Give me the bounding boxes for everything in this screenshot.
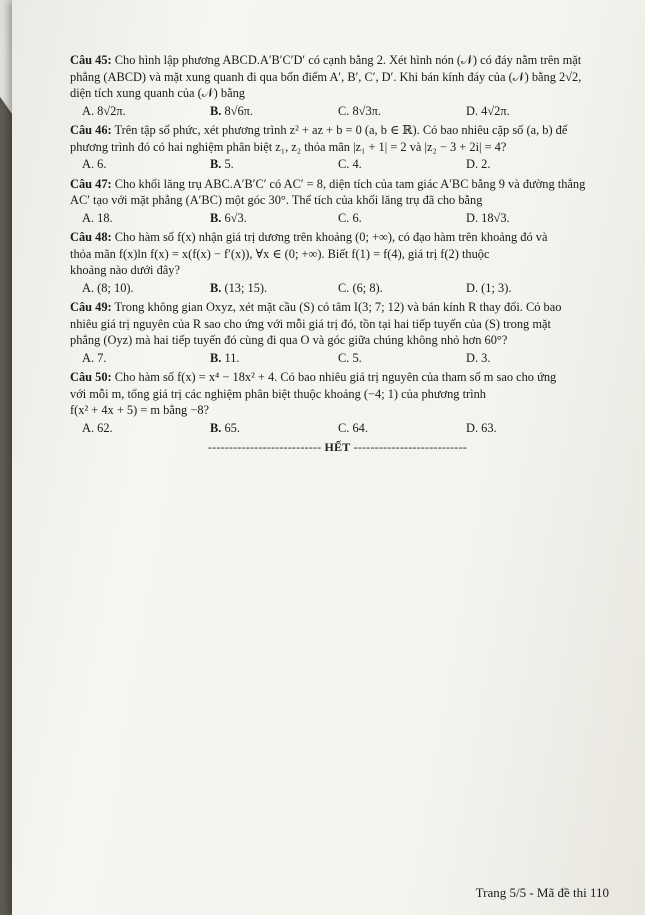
end-dashes-right: --------------------------- [353, 440, 467, 454]
question-number: Câu 45: [70, 53, 112, 67]
end-label: HẾT [324, 440, 351, 454]
question-text: thỏa mãn f(x)ln f(x) = x(f(x) − f′(x)), ∀x ∈ (0; +∞). Biết f(1) = f(4), giá trị f(2) thuộc [70, 246, 490, 261]
question-text-line [70, 262, 605, 279]
question-text: với mỗi m, tổng giá trị các nghiệm phân biệt thuộc khoảng (−4; 1) của phương trình [70, 386, 486, 401]
answer-b: B. 6√3. [210, 210, 247, 225]
question-text-line [70, 229, 605, 246]
question-text-line [70, 386, 605, 403]
question-text: AC′ tạo với mặt phẳng (A′BC) một góc 30°. Thể tích của khối lăng trụ đã cho bằng [70, 193, 483, 207]
answer-c: C. 4. [338, 157, 362, 171]
exam-page [12, 0, 645, 915]
question-text-line [70, 246, 605, 263]
question-text: Cho khối lăng trụ ABC.A′B′C′ có AC′ = 8, diện tích của tam giác A′BC bằng 9 và đường thẳng [114, 176, 586, 191]
page-footer: Trang 5/5 - Mã đề thi 110 [475, 885, 609, 900]
answer-a: A. (8; 10). [82, 280, 134, 295]
question-text-line [70, 139, 605, 156]
question-text-line [70, 122, 605, 139]
question-47 [70, 176, 605, 227]
question-45 [70, 52, 605, 119]
answer-c: C. 8√3π. [338, 103, 382, 118]
question-text: diện tích xung quanh của (𝒩) bằng [70, 86, 245, 100]
answer-options [82, 103, 605, 120]
question-48 [70, 229, 605, 296]
question-text-line [70, 402, 605, 419]
answer-options [82, 210, 605, 227]
question-text-line [70, 299, 605, 316]
question-49 [70, 299, 605, 366]
question-text: Cho hàm số f(x) = x⁴ − 18x² + 4. Có bao nhiêu giá trị nguyên của tham số m sao cho ứng [114, 370, 557, 384]
answer-d: D. (1; 3). [466, 280, 512, 295]
question-text: Trong không gian Oxyz, xét mặt cầu (S) có tâm I(3; 7; 12) và bán kính R thay đổi. Có bao [114, 300, 562, 314]
answer-d: D. 3. [466, 350, 491, 365]
answer-a: A. 8√2π. [82, 103, 126, 118]
question-text: f(x² + 4x + 5) = m bằng −8? [70, 403, 210, 417]
question-text: khoảng nào dưới đây? [70, 263, 180, 277]
question-text-line [70, 369, 605, 386]
answer-d: D. 18√3. [466, 210, 510, 225]
question-text: nhiêu giá trị nguyên của R sao cho ứng với mỗi giá trị đó, tồn tại hai tiếp tuyến của (S) trong mặt [70, 316, 551, 331]
question-text-line [70, 69, 605, 86]
question-text: Trên tập số phức, xét phương trình z² + az + b = 0 (a, b ∈ ℝ). Có bao nhiêu cặp số (a, b) để [114, 123, 568, 137]
question-number: Câu 47: [70, 176, 112, 191]
answer-options [82, 350, 605, 367]
question-number: Câu 46: [70, 123, 112, 137]
answer-c: C. 5. [338, 350, 362, 365]
answer-a: A. 7. [82, 350, 107, 365]
answer-a: A. 62. [82, 420, 113, 435]
answer-c: C. (6; 8). [338, 280, 383, 295]
answer-d: D. 4√2π. [466, 103, 510, 118]
question-text: phương trình đó có hai nghiệm phân biệt z₁, z₂ thỏa mãn |z₁ + 1| = 2 và |z₂ − 3 + 2i| = 4? [70, 139, 507, 154]
answer-options [82, 280, 605, 297]
question-text: phẳng (ABCD) và mặt xung quanh đi qua bốn điểm A′, B′, C′, D′. Khi bán kính đáy của (𝒩) bằng 2√2, [70, 69, 582, 84]
question-50 [70, 369, 605, 436]
question-text: Cho hình lập phương ABCD.A′B′C′D′ có cạnh bằng 2. Xét hình nón (𝒩) có đáy nằm trên mặt [114, 53, 582, 67]
end-marker [70, 439, 605, 456]
question-number: Câu 50: [70, 370, 112, 384]
question-text-line [70, 52, 605, 69]
question-text: phẳng (Oyz) mà hai tiếp tuyến đó cùng đi qua O và góc giữa chúng không nhỏ hơn 60°? [70, 333, 508, 347]
question-text-line [70, 176, 605, 193]
answer-d: D. 2. [466, 157, 491, 171]
question-text: Cho hàm số f(x) nhận giá trị dương trên khoảng (0; +∞), có đạo hàm trên khoảng đó và [114, 230, 548, 244]
question-text-line [70, 192, 605, 209]
question-number: Câu 48: [70, 230, 112, 244]
exam-content [70, 52, 605, 456]
answer-d: D. 63. [466, 420, 497, 435]
question-text-line [70, 316, 605, 333]
answer-options [82, 420, 605, 437]
answer-a: A. 18. [82, 210, 113, 225]
answer-b: B. 8√6π. [210, 103, 254, 118]
answer-b: B. 11. [210, 350, 240, 365]
question-46 [70, 122, 605, 173]
answer-b: B. 65. [210, 420, 240, 435]
answer-options [82, 156, 605, 173]
answer-b: B. (13; 15). [210, 280, 268, 295]
question-number: Câu 49: [70, 300, 112, 314]
question-text-line [70, 332, 605, 349]
answer-c: C. 64. [338, 420, 368, 435]
answer-a: A. 6. [82, 157, 107, 171]
answer-b: B. 5. [210, 157, 234, 171]
answer-c: C. 6. [338, 210, 362, 225]
question-text-line [70, 85, 605, 102]
end-dashes-left: --------------------------- [208, 440, 322, 454]
